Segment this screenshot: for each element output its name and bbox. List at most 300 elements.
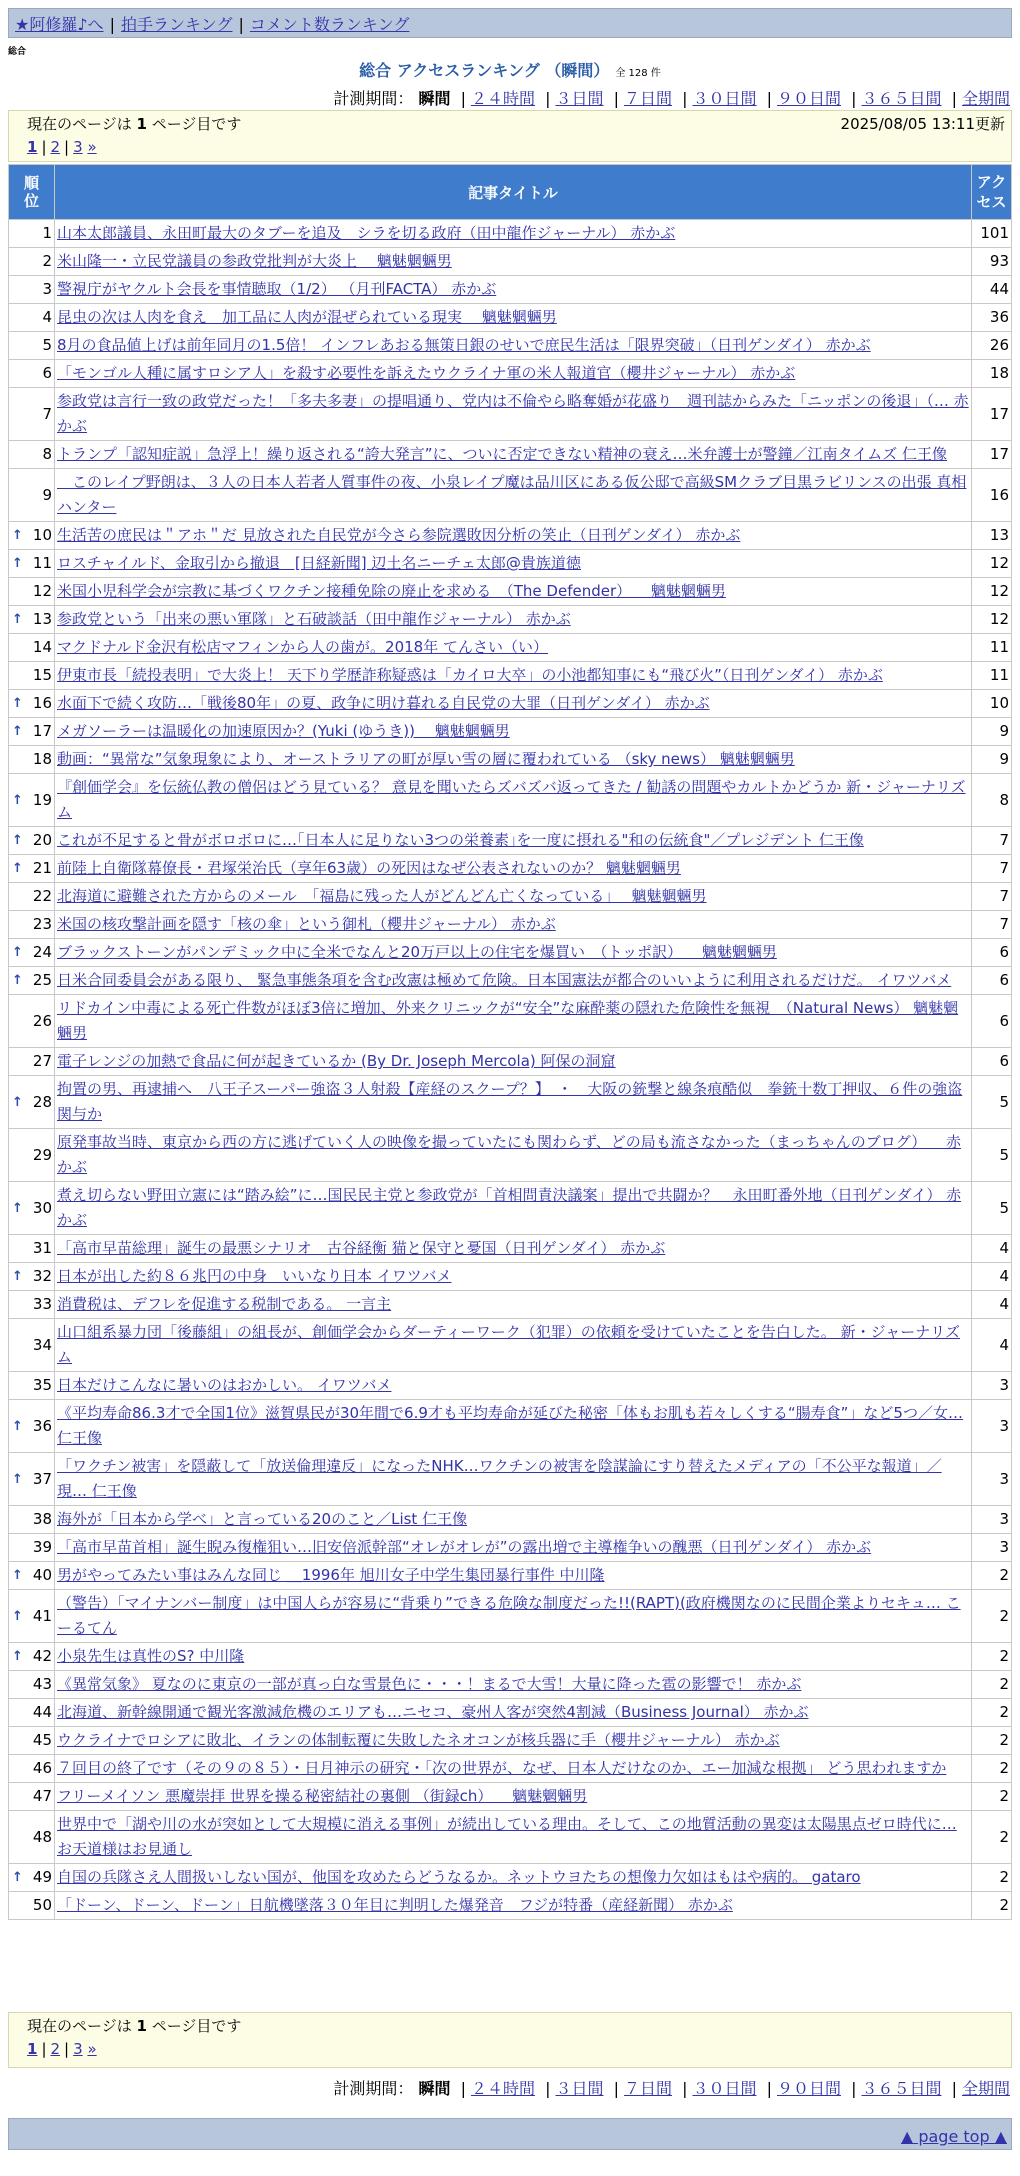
article-link[interactable]: 《異常気象》 夏なのに東京の一部が真っ白な雪景色に・・・！まるで大雪！大量に降った雹の影響で！ 赤かぶ	[57, 1675, 802, 1693]
rank-cell	[9, 718, 55, 746]
rank-cell	[9, 1892, 55, 1920]
rank-number: 27	[32, 1052, 52, 1070]
table-row	[9, 248, 1012, 276]
table-row	[9, 1671, 1012, 1699]
access-count: 3	[972, 1453, 1012, 1506]
rank-up-arrow-icon: ↑	[12, 792, 23, 808]
title-cell	[55, 1291, 972, 1319]
rank-number: 3	[42, 280, 52, 298]
rank-cell	[9, 1453, 55, 1506]
access-count: 4	[972, 1291, 1012, 1319]
article-link[interactable]: 山口組系暴力団「後藤組」の組長が、創価学会からダーティーワーク（犯罪）の依頼を受けていたことを告白した。 新・ジャーナリズム	[57, 1323, 960, 1366]
rank-cell	[9, 827, 55, 855]
period-30d-link[interactable]: ３０日間	[692, 89, 757, 108]
title-cell	[55, 1129, 972, 1182]
rank-number: 35	[32, 1376, 52, 1394]
table-row	[9, 304, 1012, 332]
table-row	[9, 1506, 1012, 1534]
period-all-link[interactable]: 全期間	[961, 89, 1010, 108]
rank-cell	[9, 634, 55, 662]
rank-number: 37	[32, 1469, 52, 1488]
access-count: 13	[972, 522, 1012, 550]
title-cell	[55, 1400, 972, 1453]
rank-number: 6	[42, 364, 52, 382]
rank-number: 45	[32, 1731, 52, 1749]
page-links: 1 | 2 | 3 »	[27, 138, 97, 156]
rank-cell	[9, 332, 55, 360]
rank-cell	[9, 1727, 55, 1755]
rank-cell	[9, 774, 55, 827]
period-365d-link[interactable]: ３６５日間	[861, 89, 942, 108]
title-cell	[55, 690, 972, 718]
rank-number: 25	[32, 971, 52, 989]
article-link[interactable]: 「高市早苗首相」誕生睨み復権狙い…旧安倍派幹部“オレがオレが”の露出増で主導権争いの醜悪（日刊ゲンダイ） 赤かぶ	[57, 1538, 872, 1556]
table-row	[9, 883, 1012, 911]
title-cell	[55, 469, 972, 522]
rank-cell	[9, 469, 55, 522]
article-link[interactable]: 「高市早苗総理」誕生の最悪シナリオ 古谷経衡 猫と保守と憂国（日刊ゲンダイ） 赤かぶ	[57, 1239, 666, 1257]
rank-cell	[9, 746, 55, 774]
rank-cell	[9, 911, 55, 939]
title-cell	[55, 441, 972, 469]
access-count: 101	[972, 220, 1012, 248]
rank-cell	[9, 1129, 55, 1182]
rank-cell	[9, 1400, 55, 1453]
rank-number: 34	[32, 1335, 52, 1354]
rank-number: 38	[32, 1510, 52, 1528]
access-count: 26	[972, 332, 1012, 360]
article-link[interactable]: 電子レンジの加熱で食品に何が起きているか (By Dr. Joseph Mercola) 阿保の洞窟	[57, 1052, 616, 1070]
title-cell	[55, 304, 972, 332]
title-cell	[55, 1453, 972, 1506]
rank-number: 42	[32, 1647, 52, 1665]
table-row	[9, 1263, 1012, 1291]
period-365d-link[interactable]: ３６５日間	[861, 2079, 942, 2098]
period-selector-bottom: 計測期間： 瞬間 | ２４時間 | ３日間 | ７日間 | ３０日間 | ９０日間 | ３６５日間 | 全期間	[333, 2079, 1010, 2098]
title-cell	[55, 1783, 972, 1811]
article-link[interactable]: （警告）「マイナンバー制度」は中国人らが容易に“背乗り”できる危険な制度だった!!(RAPT)(政府機関なのに民間企業よりセキュ… こーるてん	[57, 1594, 961, 1637]
title-cell	[55, 774, 972, 827]
article-link[interactable]: 「モンゴル人種に属すロシア人」を殺す必要性を訴えたウクライナ軍の米人報道官（櫻井ジャーナル） 赤かぶ	[57, 364, 796, 382]
rank-cell	[9, 939, 55, 967]
title-cell	[55, 1671, 972, 1699]
period-7d-link[interactable]: ７日間	[623, 2079, 672, 2098]
access-count: 2	[972, 1727, 1012, 1755]
article-link[interactable]: ウクライナでロシアに敗北、イランの体制転覆に失敗したネオコンが核兵器に手（櫻井ジャーナル） 赤かぶ	[57, 1731, 780, 1749]
table-row	[9, 774, 1012, 827]
period-selector-top: 計測期間： 瞬間 | ２４時間 | ３日間 | ７日間 | ３０日間 | ９０日間 | ３６５日間 | 全期間	[333, 89, 1010, 108]
article-link[interactable]: 北海道、新幹線開通で観光客激減危機のエリアも…ニセコ、豪州人客が突然4割減（Business Journal） 赤かぶ	[57, 1703, 809, 1721]
title-cell	[55, 1319, 972, 1372]
rank-up-arrow-icon: ↑	[12, 556, 23, 571]
rank-up-arrow-icon: ↑	[12, 1269, 23, 1284]
period-all-link[interactable]: 全期間	[961, 2079, 1010, 2098]
rank-number: 11	[32, 554, 52, 572]
article-link[interactable]: 拘置の男、再逮捕へ 八王子スーパー強盗３人射殺【産経のスクープ？】 ・ 大阪の銃撃と線条痕酷似 拳銃十数丁押収、６件の強盗関与か	[57, 1080, 963, 1123]
article-link[interactable]: 警視庁がヤクルト会長を事情聴取（1/2） （月刊FACTA） 赤かぶ	[57, 280, 497, 298]
period-current: 瞬間	[418, 2079, 451, 2098]
period-7d-link[interactable]: ７日間	[623, 89, 672, 108]
page-top-link[interactable]: ▲ page top ▲	[900, 2127, 1007, 2146]
article-link[interactable]: ７回目の終了です（その９の８５）・日月神示の研究・「次の世界が、なぜ、日本人だけなのか、エー加減な根拠」 どう思われますか	[57, 1759, 947, 1777]
rank-number: 46	[32, 1759, 52, 1777]
rank-up-arrow-icon: ↑	[12, 724, 23, 739]
access-count: 7	[972, 827, 1012, 855]
access-count: 16	[972, 469, 1012, 522]
access-count: 2	[972, 1643, 1012, 1671]
title-cell	[55, 1811, 972, 1864]
article-link[interactable]: 参政党という「出来の悪い軍隊」と石破談話（田中龍作ジャーナル） 赤かぶ	[57, 610, 571, 628]
article-link[interactable]: このレイプ野朗は、３人の日本人若者人質事件の夜、小泉レイプ魔は品川区にある仮公邸で高級SMクラブ目黒ラビリンスの出張 真相ハンター	[57, 473, 967, 516]
rank-number: 20	[32, 831, 52, 849]
pager-top	[8, 110, 1012, 162]
table-row	[9, 220, 1012, 248]
rank-cell	[9, 1182, 55, 1235]
rank-number: 10	[32, 526, 52, 544]
rank-cell	[9, 1263, 55, 1291]
title-cell	[55, 522, 972, 550]
page-link-3[interactable]: 3	[73, 2040, 83, 2058]
table-header-row	[9, 165, 1012, 220]
rank-up-arrow-icon: ↑	[12, 1471, 23, 1487]
rank-cell	[9, 1671, 55, 1699]
next-page-link[interactable]: »	[87, 138, 97, 156]
title-cell	[55, 662, 972, 690]
title-cell	[55, 967, 972, 995]
rank-number: 1	[42, 224, 52, 242]
access-count: 17	[972, 441, 1012, 469]
period-current: 瞬間	[418, 89, 451, 108]
rank-number: 36	[32, 1416, 52, 1435]
table-row	[9, 939, 1012, 967]
table-row	[9, 1811, 1012, 1864]
article-link[interactable]: 『創価学会』を伝統仏教の僧侶はどう見ている？ 意見を聞いたらズバズバ返ってきた / 勧誘の問題やカルトかどうか 新・ジャーナリズム	[57, 778, 966, 821]
article-link[interactable]: フリーメイソン 悪魔崇拝 世界を操る秘密結社の裏側 （街録ch） 魑魅魍魎男	[57, 1787, 588, 1805]
title-cell	[55, 360, 972, 388]
rank-cell	[9, 1048, 55, 1076]
next-page-link[interactable]: »	[87, 2040, 97, 2058]
access-count: 2	[972, 1590, 1012, 1643]
access-count: 7	[972, 855, 1012, 883]
title-cell	[55, 1892, 972, 1920]
period-24h-link[interactable]: ２４時間	[470, 89, 535, 108]
access-count: 4	[972, 1235, 1012, 1263]
table-row	[9, 606, 1012, 634]
access-count: 2	[972, 1864, 1012, 1892]
table-row	[9, 1319, 1012, 1372]
title-cell	[55, 276, 972, 304]
article-link[interactable]: マクドナルド金沢有松店マフィンから人の歯が。2018年 てんさい（い）	[57, 638, 548, 656]
period-24h-link[interactable]: ２４時間	[470, 2079, 535, 2098]
article-link[interactable]: 参政党は言行一致の政党だった！「多夫多妻」の提唱通り、党内は不倫やら略奪婚が花盛り 週刊誌からみた「ニッポンの後退」（… 赤かぶ	[57, 392, 969, 435]
article-link[interactable]: 「ドーン、ドーン、ドーン」日航機墜落３０年目に判明した爆発音 フジが特番（産経新聞） 赤かぶ	[57, 1896, 733, 1914]
article-link[interactable]: メガソーラーは温暖化の加速原因か？(Yuki (ゆうき)) 魑魅魍魎男	[57, 722, 510, 740]
table-row	[9, 578, 1012, 606]
access-count: 12	[972, 578, 1012, 606]
period-90d-link[interactable]: ９０日間	[776, 89, 841, 108]
access-count: 7	[972, 883, 1012, 911]
article-link[interactable]: 小泉先生は真性のS? 中川隆	[57, 1647, 245, 1665]
rank-up-arrow-icon: ↑	[12, 1094, 23, 1110]
rank-number: 50	[32, 1896, 52, 1914]
count-header: アクセス	[972, 165, 1012, 220]
article-link[interactable]: 男がやってみたい事はみんな同じ ＿1996年 旭川女子中学生集団暴行事件 中川隆	[57, 1566, 605, 1584]
access-count: 5	[972, 1076, 1012, 1129]
article-link[interactable]: 動画：“異常な”気象現象により、オーストラリアの町が厚い雪の層に覆われている （sky news） 魑魅魍魎男	[57, 750, 795, 768]
page-link-3[interactable]: 3	[73, 138, 83, 156]
article-link[interactable]: 《平均寿命86.3才で全国1位》滋賀県民が30年間で6.9才も平均寿命が延びた秘密「体もお肌も若々しくする“腸寿食”」など5つ／女… 仁王像	[57, 1404, 963, 1447]
rank-cell	[9, 1076, 55, 1129]
table-row	[9, 1291, 1012, 1319]
access-count: 3	[972, 1400, 1012, 1453]
table-row	[9, 1129, 1012, 1182]
period-90d-link[interactable]: ９０日間	[776, 2079, 841, 2098]
rank-up-arrow-icon: ↑	[12, 696, 23, 711]
rank-number: 43	[32, 1675, 52, 1693]
table-row	[9, 827, 1012, 855]
rank-number: 13	[32, 610, 52, 628]
article-link[interactable]: 8月の食品値上げは前年同月の1.5倍！ インフレあおる無策日銀のせいで庶民生活は「限界突破」（日刊ゲンダイ） 赤かぶ	[57, 336, 871, 354]
rank-up-arrow-icon: ↑	[12, 833, 23, 848]
article-link[interactable]: 日本だけこんなに暑いのはおかしい。 イワツバメ	[57, 1376, 392, 1394]
article-link[interactable]: 米国の核攻撃計画を隠す「核の傘」という御札（櫻井ジャーナル） 赤かぶ	[57, 915, 556, 933]
article-link[interactable]: 昆虫の次は人肉を食え 加工品に人肉が混ぜられている現実 魑魅魍魎男	[57, 308, 557, 326]
rank-cell	[9, 1755, 55, 1783]
table-row	[9, 1643, 1012, 1671]
title-cell	[55, 1506, 972, 1534]
rank-header: 順位	[9, 165, 55, 220]
page-link-2[interactable]: 2	[50, 138, 61, 156]
period-3d-link[interactable]: ３日間	[555, 89, 604, 108]
access-count: 2	[972, 1562, 1012, 1590]
rank-number: 33	[32, 1295, 52, 1313]
article-link[interactable]: 前陸上自衛隊幕僚長・君塚栄治氏（享年63歳）の死因はなぜ公表されないのか？ 魑魅魍魎男	[57, 859, 681, 877]
rank-number: 30	[32, 1198, 52, 1217]
rank-up-arrow-icon: ↑	[12, 1200, 23, 1216]
article-link[interactable]: 日米合同委員会がある限り、 緊急事態条項を含む改憲は極めて危険。日本国憲法が都合のいいように利用されるだけだ。 イワツバメ	[57, 971, 952, 989]
access-count: 9	[972, 718, 1012, 746]
page-link-1[interactable]: 1	[27, 2040, 38, 2058]
article-link[interactable]: 水面下で続く攻防…「戦後80年」の夏、政争に明け暮れる自民党の大罪（日刊ゲンダイ） 赤かぶ	[57, 694, 710, 712]
rank-number: 5	[42, 336, 52, 354]
access-count: 3	[972, 1372, 1012, 1400]
title-cell	[55, 995, 972, 1048]
title-cell	[55, 1727, 972, 1755]
rank-cell	[9, 855, 55, 883]
comment-ranking-link[interactable]: コメント数ランキング	[249, 15, 410, 34]
rank-number: 24	[32, 943, 52, 961]
article-link[interactable]: 世界中で「湖や川の水が突如として大規模に消える事例」が続出している理由。そして、この地質活動の異変は太陽黒点ゼロ時代に… お天道様はお見通し	[57, 1815, 957, 1858]
current-page-text: 現在のページは 1 ページ目です	[27, 115, 242, 133]
access-count: 11	[972, 662, 1012, 690]
category-label: 総合	[8, 47, 27, 57]
rank-cell	[9, 1811, 55, 1864]
access-count: 9	[972, 746, 1012, 774]
article-link[interactable]: 山本太郎議員、永田町最大のタブーを追及 シラを切る政府（田中龍作ジャーナル） 赤かぶ	[57, 224, 676, 242]
title-cell	[55, 1562, 972, 1590]
ranking-title: 総合 アクセスランキング （瞬間）	[359, 61, 610, 80]
rank-number: 19	[32, 790, 52, 809]
title-header: 記事タイトル	[55, 165, 972, 220]
rank-up-arrow-icon: ↑	[12, 612, 23, 627]
rank-cell	[9, 388, 55, 441]
page-link-2[interactable]: 2	[50, 2040, 61, 2058]
article-link[interactable]: 米山隆一・立民党議員の参政党批判が大炎上 魑魅魍魎男	[57, 252, 452, 270]
access-count: 36	[972, 304, 1012, 332]
rank-cell	[9, 220, 55, 248]
title-cell	[55, 911, 972, 939]
rank-cell	[9, 1864, 55, 1892]
title-cell	[55, 1699, 972, 1727]
table-row	[9, 360, 1012, 388]
table-row	[9, 746, 1012, 774]
rank-up-arrow-icon: ↑	[12, 973, 23, 988]
article-link[interactable]: リドカイン中毒による死亡件数がほぼ3倍に増加、外来クリニックが“安全”な麻酔薬の隠れた危険性を無視 （Natural News） 魑魅魍魎男	[57, 999, 959, 1042]
table-row	[9, 1590, 1012, 1643]
access-count: 6	[972, 967, 1012, 995]
title-cell	[55, 827, 972, 855]
access-count: 11	[972, 634, 1012, 662]
rank-up-arrow-icon: ↑	[12, 1608, 23, 1624]
table-row	[9, 1453, 1012, 1506]
table-row	[9, 1699, 1012, 1727]
title-cell	[55, 248, 972, 276]
rank-cell	[9, 304, 55, 332]
period-30d-link[interactable]: ３０日間	[692, 2079, 757, 2098]
home-link[interactable]: ★阿修羅♪へ	[15, 15, 104, 34]
table-row	[9, 469, 1012, 522]
rank-number: 49	[32, 1868, 52, 1886]
article-link[interactable]: これが不足すると骨がボロボロに…｢日本人に足りない3つの栄養素｣を一度に摂れる"和の伝統食"／プレジデント 仁王像	[57, 831, 864, 849]
article-link[interactable]: 伊東市長「続投表明」で大炎上！ 天下り学歴詐称疑惑は「カイロ大卒」の小池都知事にも“飛び火”（日刊ゲンダイ） 赤かぶ	[57, 666, 883, 684]
rank-number: 39	[32, 1538, 52, 1556]
rank-cell	[9, 522, 55, 550]
table-row	[9, 388, 1012, 441]
table-row	[9, 1534, 1012, 1562]
rank-cell	[9, 1699, 55, 1727]
clap-ranking-link[interactable]: 拍手ランキング	[120, 15, 233, 34]
article-link[interactable]: ロスチャイルド、金取引から撤退 [日経新聞] 辺土名ニーチェ太郎@貴族道徳	[57, 554, 581, 572]
rank-number: 15	[32, 666, 52, 684]
access-count: 17	[972, 388, 1012, 441]
rank-number: 18	[32, 750, 52, 768]
ranking-table	[8, 164, 1012, 1920]
rank-cell	[9, 995, 55, 1048]
title-cell	[55, 606, 972, 634]
rank-number: 12	[32, 582, 52, 600]
article-link[interactable]: 海外が「日本から学べ」と言っている20のこと／List 仁王像	[57, 1510, 468, 1528]
rank-cell	[9, 690, 55, 718]
access-count: 12	[972, 550, 1012, 578]
article-link[interactable]: 原発事故当時、東京から西の方に逃げていく人の映像を撮っていたにも関わらず、どの局も流さなかった（まっちゃんのブログ） 赤かぶ	[57, 1133, 962, 1176]
article-link[interactable]: 米国小児科学会が宗教に基づくワクチン接種免除の廃止を求める （The Defender） 魑魅魍魎男	[57, 582, 726, 600]
access-count: 5	[972, 1182, 1012, 1235]
rank-cell	[9, 1235, 55, 1263]
title-cell	[55, 1076, 972, 1129]
access-count: 2	[972, 1783, 1012, 1811]
table-row	[9, 855, 1012, 883]
table-row	[9, 1783, 1012, 1811]
pager-bottom	[8, 2012, 1012, 2068]
table-row	[9, 1562, 1012, 1590]
page-link-1[interactable]: 1	[27, 138, 38, 156]
nav-separator: |	[109, 15, 115, 34]
title-cell	[55, 1643, 972, 1671]
rank-number: 32	[32, 1267, 52, 1285]
title-cell	[55, 1590, 972, 1643]
article-link[interactable]: 煮え切らない野田立憲には“踏み絵”に…国民民主党と参政党が「首相問責決議案」提出で共闘か？ 永田町番外地（日刊ゲンダイ） 赤かぶ	[57, 1186, 962, 1229]
rank-number: 8	[42, 445, 52, 463]
title-cell	[55, 332, 972, 360]
access-count: 8	[972, 774, 1012, 827]
article-link[interactable]: 自国の兵隊さえ人間扱いしない国が、他国を攻めたらどうなるか。ネットウヨたちの想像力欠如はもはや病的。 gataro	[57, 1868, 861, 1886]
rank-number: 21	[32, 859, 52, 877]
article-link[interactable]: 消費税は、デフレを促進する税制である。 一言主	[57, 1295, 392, 1313]
article-link[interactable]: ブラックストーンがパンデミック中に全米でなんと20万戸以上の住宅を爆買い （トッポ訳） 魑魅魍魎男	[57, 943, 777, 961]
period-3d-link[interactable]: ３日間	[555, 2079, 604, 2098]
title-cell	[55, 855, 972, 883]
article-link[interactable]: 日本が出した約８６兆円の中身 いいなり日本 イワツバメ	[57, 1267, 452, 1285]
rank-cell	[9, 248, 55, 276]
rank-number: 16	[32, 694, 52, 712]
access-count: 2	[972, 1699, 1012, 1727]
title-cell	[55, 718, 972, 746]
table-row	[9, 967, 1012, 995]
title-cell	[55, 388, 972, 441]
table-row	[9, 1048, 1012, 1076]
access-count: 18	[972, 360, 1012, 388]
rank-number: 40	[32, 1566, 52, 1584]
access-count: 5	[972, 1129, 1012, 1182]
article-link[interactable]: 生活苦の庶民は＂アホ＂だ 見放された自民党が今さら参院選敗因分析の笑止（日刊ゲンダイ） 赤かぶ	[57, 526, 741, 544]
access-count: 10	[972, 690, 1012, 718]
access-count: 2	[972, 1811, 1012, 1864]
title-cell	[55, 746, 972, 774]
access-count: 3	[972, 1506, 1012, 1534]
rank-cell	[9, 1372, 55, 1400]
article-link[interactable]: 北海道に避難された方からのメール 「福島に残った人がどんどん亡くなっている」 魑魅魍魎男	[57, 887, 707, 905]
rank-up-arrow-icon: ↑	[12, 528, 23, 543]
rank-number: 26	[32, 1011, 52, 1030]
table-row	[9, 276, 1012, 304]
table-row	[9, 1235, 1012, 1263]
total-count: 全 128 件	[615, 68, 661, 79]
access-count: 93	[972, 248, 1012, 276]
access-count: 6	[972, 939, 1012, 967]
table-row	[9, 522, 1012, 550]
rank-number: 31	[32, 1239, 52, 1257]
title-cell	[55, 634, 972, 662]
page-title	[0, 58, 1020, 81]
title-cell	[55, 883, 972, 911]
title-cell	[55, 220, 972, 248]
title-cell	[55, 1755, 972, 1783]
rank-cell	[9, 1643, 55, 1671]
rank-cell	[9, 578, 55, 606]
rank-cell	[9, 606, 55, 634]
table-row	[9, 634, 1012, 662]
access-count: 2	[972, 1755, 1012, 1783]
article-link[interactable]: 「ワクチン被害」を隠蔽して「放送倫理違反」になったNHK…ワクチンの被害を陰謀論にすり替えたメディアの「不公平な報道」／現… 仁王像	[57, 1457, 942, 1500]
rank-up-arrow-icon: ↑	[12, 1568, 23, 1583]
rank-cell	[9, 360, 55, 388]
title-cell	[55, 1372, 972, 1400]
access-count: 6	[972, 1048, 1012, 1076]
table-row	[9, 690, 1012, 718]
rank-cell	[9, 441, 55, 469]
article-link[interactable]: トランプ「認知症説」急浮上！繰り返される“誇大発言”に、ついに否定できない精神の衰え…米弁護士が警鐘／江南タイムズ 仁王像	[57, 445, 948, 463]
table-row	[9, 332, 1012, 360]
